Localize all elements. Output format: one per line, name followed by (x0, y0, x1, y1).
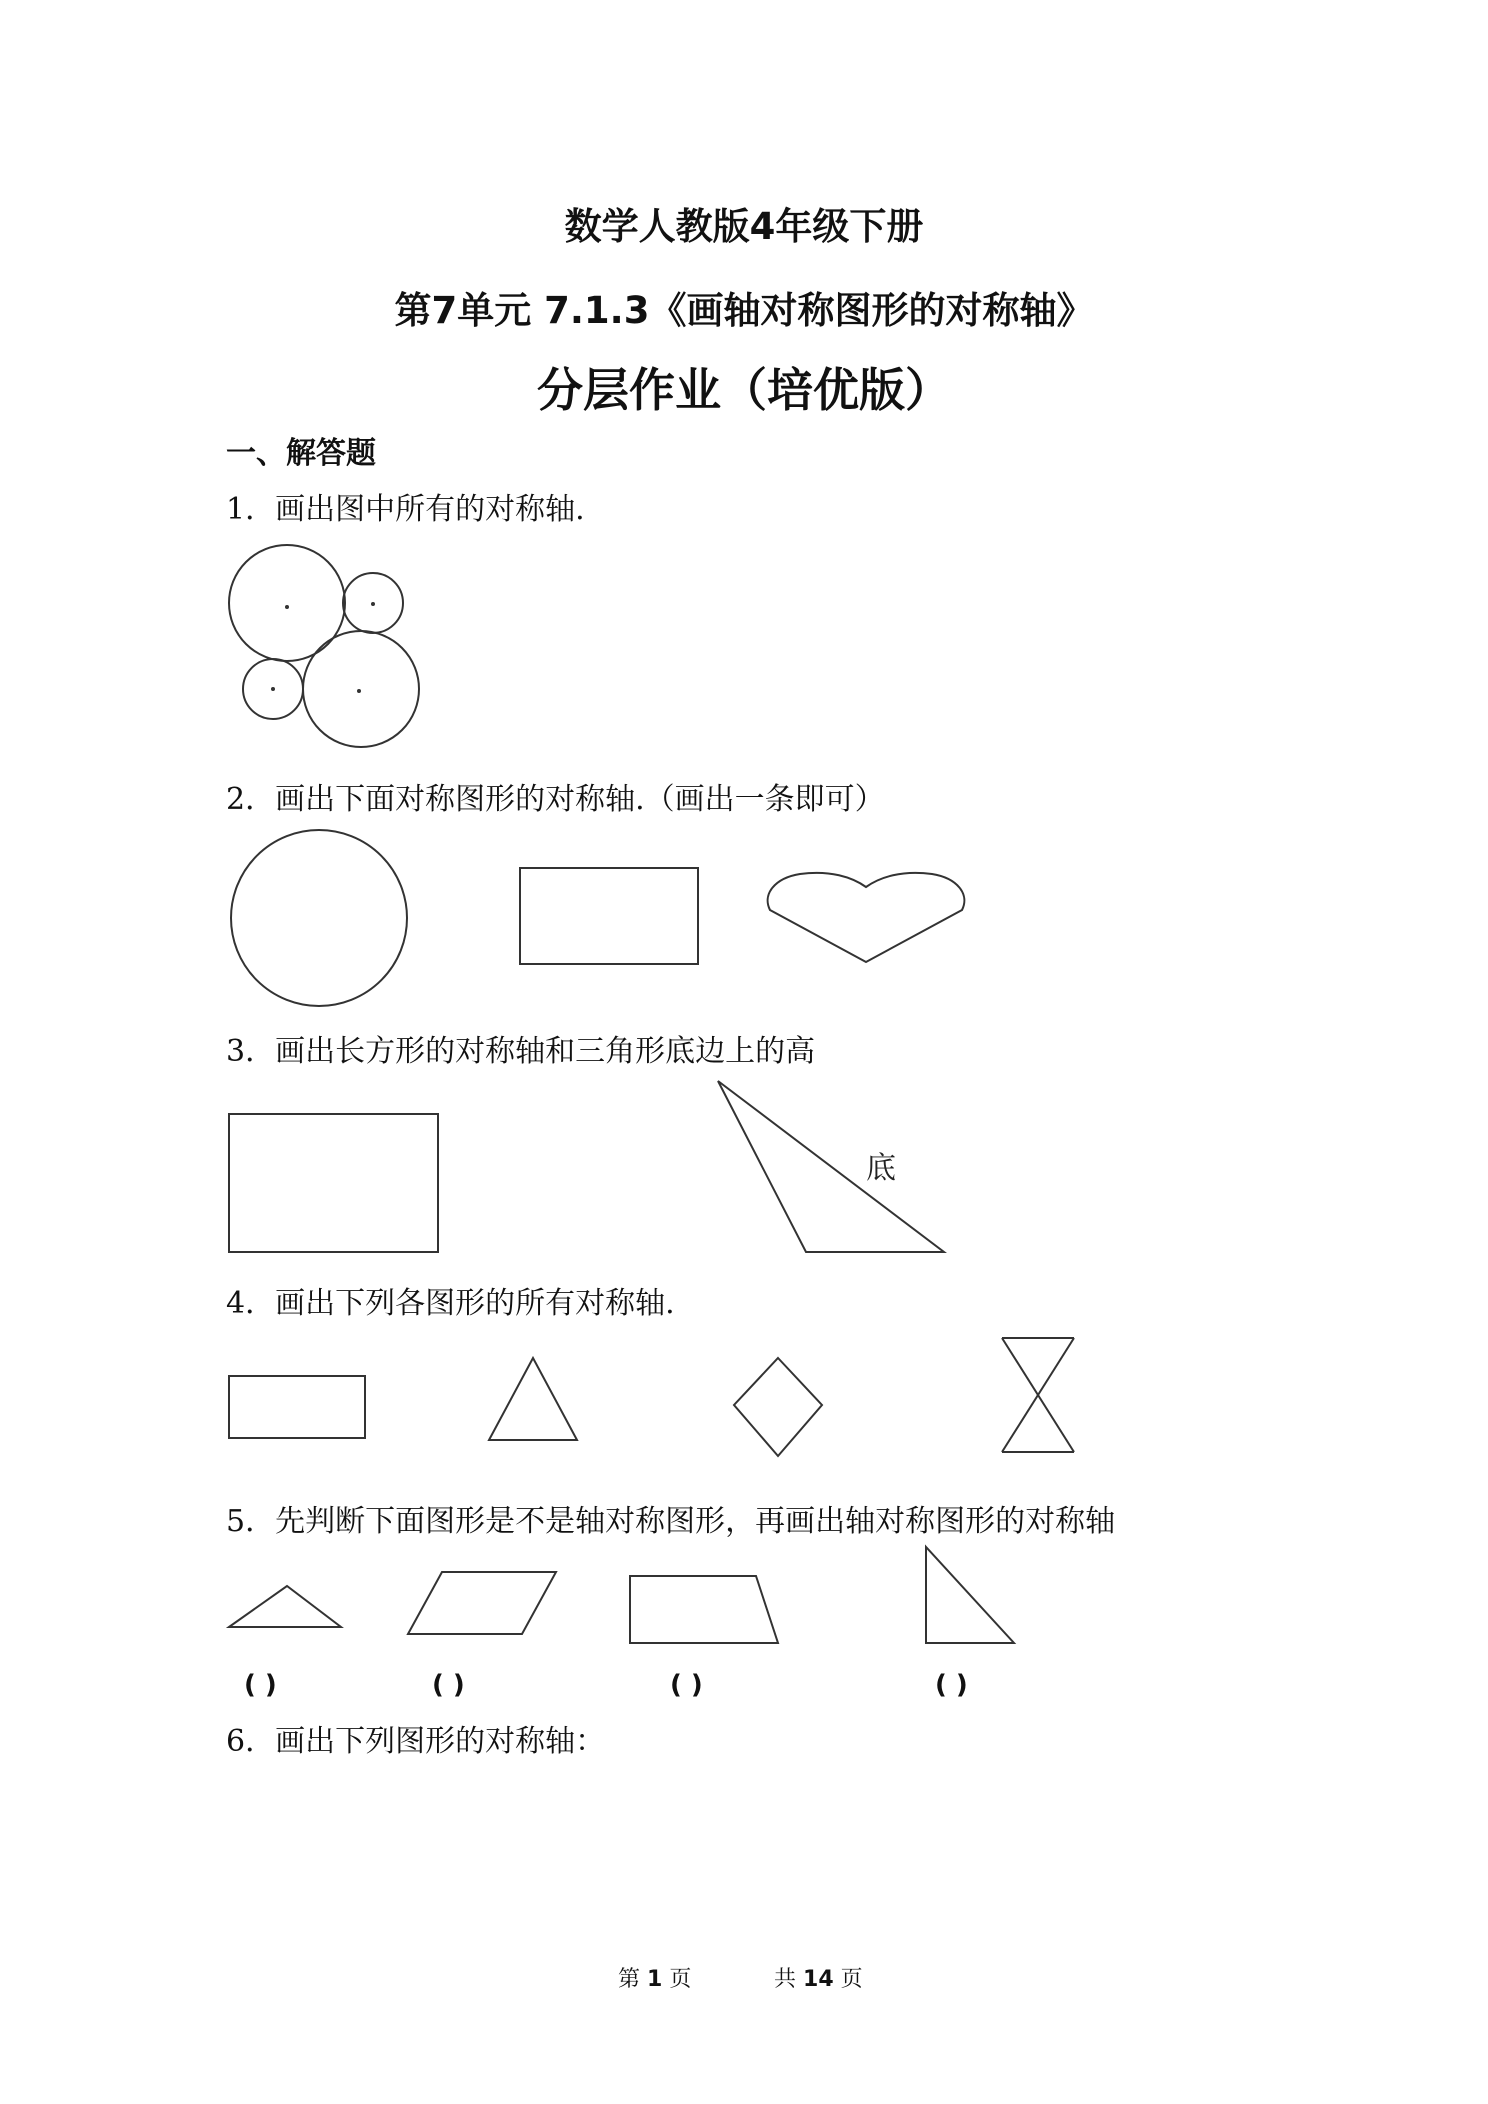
q1-center-dot (285, 605, 289, 609)
question-4: 4．画出下列各图形的所有对称轴. (226, 1286, 675, 1321)
footer-total-pages: 共 14 页 (774, 1967, 863, 1992)
total-pages-number: 14 (803, 1967, 834, 1992)
question-1: 1．画出图中所有的对称轴. (226, 492, 585, 527)
q4-rectangle (229, 1376, 365, 1438)
footer-page-indicator: 第 1 页 (618, 1967, 692, 1992)
q4-rhombus (734, 1358, 822, 1456)
q1-center-dot (371, 602, 375, 606)
section-heading: 一、解答题 (226, 436, 376, 471)
q5-parallelogram (408, 1572, 556, 1634)
q5-right-trapezoid (630, 1576, 778, 1643)
q2-circle (231, 830, 407, 1006)
question-3: 3．画出长方形的对称轴和三角形底边上的高 (226, 1034, 816, 1069)
title-grade-book: 数学人教版4年级下册 (564, 205, 924, 248)
question-6: 6．画出下列图形的对称轴： (226, 1724, 606, 1759)
q3-base-label: 底 (866, 1151, 896, 1186)
answer-blank-3[interactable]: ( ) (670, 1670, 703, 1700)
q2-heart (768, 873, 965, 962)
q5-isosceles-triangle (229, 1586, 341, 1627)
title-homework-type: 分层作业（培优版） (537, 363, 951, 417)
current-page-number: 1 (647, 1967, 663, 1992)
q5-right-triangle (926, 1547, 1014, 1643)
q1-center-dot (357, 689, 361, 693)
q3-rectangle (229, 1114, 438, 1252)
answer-blank-4[interactable]: ( ) (935, 1670, 968, 1700)
q1-circles-figure (229, 545, 419, 747)
question-2: 2．画出下面对称图形的对称轴.（画出一条即可） (226, 782, 885, 817)
q3-triangle (718, 1081, 944, 1252)
answer-blank-2[interactable]: ( ) (432, 1670, 465, 1700)
q1-large-circle-top (229, 545, 345, 661)
q1-large-circle-bottom (303, 631, 419, 747)
q1-center-dot (271, 687, 275, 691)
question-5: 5．先判断下面图形是不是轴对称图形，再画出轴对称图形的对称轴 (226, 1504, 1116, 1539)
q2-rectangle (520, 868, 698, 964)
q4-hourglass (1002, 1338, 1074, 1452)
answer-blank-1[interactable]: ( ) (244, 1670, 277, 1700)
title-unit: 第7单元 7.1.3《画轴对称图形的对称轴》 (394, 289, 1094, 332)
q4-equilateral-triangle (489, 1358, 577, 1440)
